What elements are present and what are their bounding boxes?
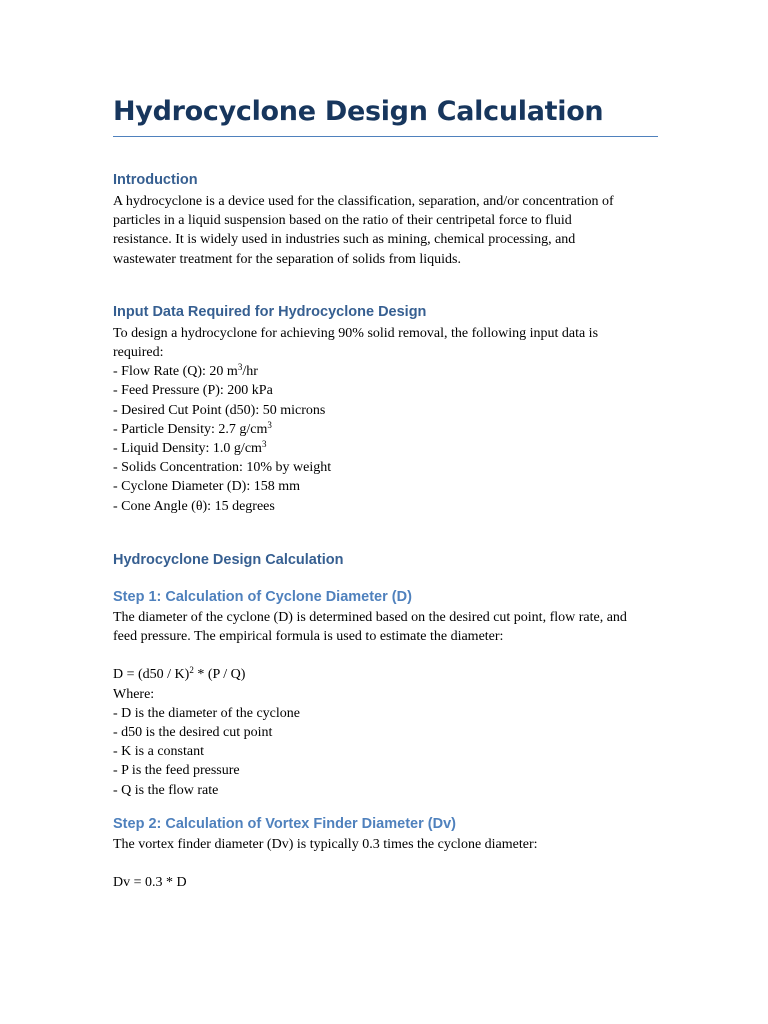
step2-formula: Dv = 0.3 * D [113,875,187,891]
intro-line: wastewater treatment for the separation of solids from liquids. [113,251,461,267]
step1-def: - D is the diameter of the cyclone [113,705,300,721]
intro-line: A hydrocyclone is a device used for the classification, separation, and/or concentration of [113,194,614,209]
step1-def: - d50 is the desired cut point [113,725,273,741]
step1-def: - K is a constant [113,744,204,760]
intro-line: resistance. It is widely used in industries such as mining, chemical processing, and [113,232,576,248]
heading-input-data: Input Data Required for Hydrocyclone Design [113,303,427,320]
input-item-liquid-density: - Liquid Density: 1.0 $g/cm^3$ [113,439,267,457]
intro-paragraph [113,192,658,269]
input-paragraph [113,324,658,516]
step1-where: Where: [113,686,155,702]
input-intro-line: required: [113,345,164,361]
step1-def: - P is the feed pressure [113,763,240,779]
heading-step-1: Step 1: Calculation of Cyclone Diameter (D) [113,588,412,605]
blank-line [113,854,658,873]
document-body [113,94,658,892]
step1-def: - Q is the flow rate [113,782,219,798]
heading-design-calculation: Hydrocyclone Design Calculation [113,551,344,568]
step2-line: The vortex finder diameter (Dv) is typically 0.3 times the cyclone diameter: [113,836,538,852]
intro-line: particles in a liquid suspension based on the ratio of their centripetal force to fluid [113,213,572,229]
blank-line [113,646,658,665]
input-item-flow-rate: - Flow Rate (Q): 20 $m^3/hr$ [113,362,258,380]
input-item-cone-angle: - Cone Angle (θ): 15 degrees [113,498,275,514]
input-item-solids-concentration: - Solids Concentration: 10% by weight [113,460,332,476]
input-item-cut-point: - Desired Cut Point (d50): 50 microns [113,402,326,418]
input-item-cyclone-diameter: - Cyclone Diameter (D): 158 mm [113,479,301,495]
input-item-particle-density: - Particle Density: 2.7 $g/cm^3$ [113,419,272,437]
input-intro-line: To design a hydrocyclone for achieving 90% solid removal, the following input data is [113,325,599,341]
step1-line: feed pressure. The empirical formula is used to estimate the diameter: [113,629,504,645]
step2-paragraph [113,835,658,893]
heading-introduction: Introduction [113,172,198,188]
step1-paragraph [113,608,658,800]
document-title: Hydrocyclone Design Calculation [113,94,658,137]
heading-step-2: Step 2: Calculation of Vortex Finder Diameter (Dv) [113,815,456,832]
step1-formula: D = (d50 / K)$^2$ * (P / Q) [113,665,246,683]
step1-line: The diameter of the cyclone (D) is determined based on the desired cut point, flow rate, and [113,609,627,625]
input-item-feed-pressure: - Feed Pressure (P): 200 kPa [113,383,273,399]
